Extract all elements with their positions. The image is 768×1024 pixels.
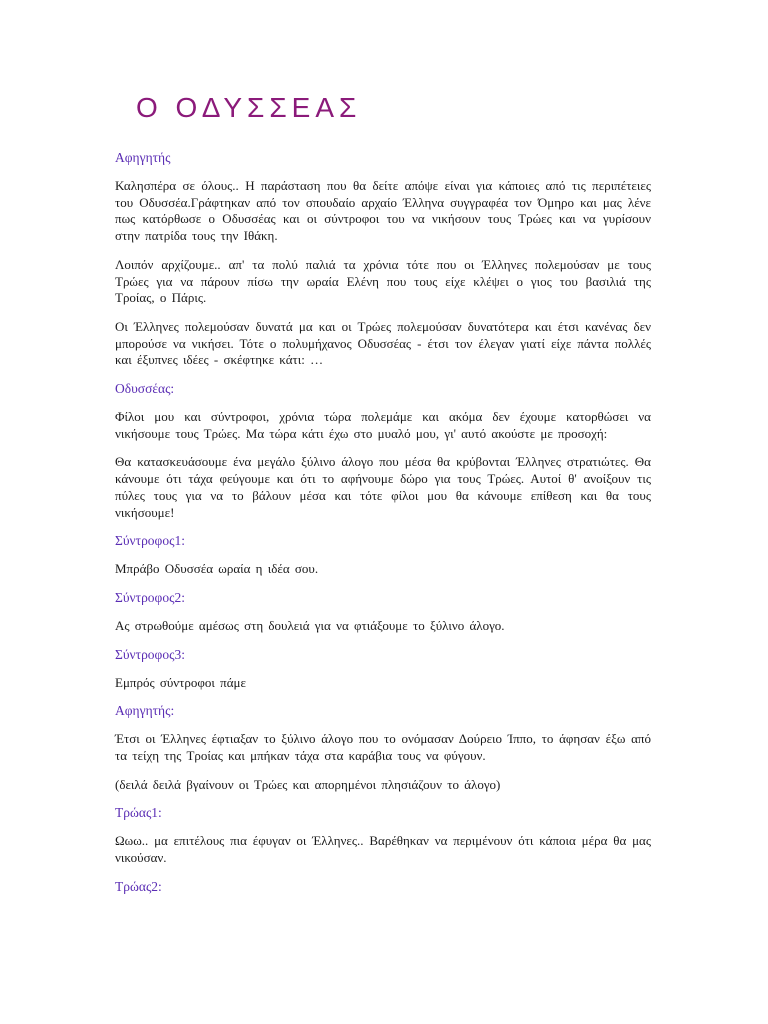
speaker-label: Αφηγητής bbox=[115, 150, 171, 165]
speaker-label: Σύντροφος2: bbox=[115, 589, 185, 605]
paragraph: Εμπρός σύντροφοι πάμε bbox=[115, 674, 246, 690]
paragraph: Θα κατασκευάσουμε ένα μεγάλο ξύλινο άλογο που μέσα θα κρύβονται Έλληνες στρατιώτες. Θα κάνουμε ότι τάχα φεύγουμε και ότι το αφήνουμε δώρο για τους Τρώες. Αυτοί θ' ανοίξουν τις πύλες τους για να το βάλουν μέσα και τότε φίλοι μου θα κάνουμε επίθεση και θα τους νικήσουμε! bbox=[115, 454, 651, 520]
paragraph: Καλησπέρα σε όλους.. Η παράσταση που θα δείτε απόψε είναι για κάποιες από τις περιπέτειες του Οδυσσέα.Γράφτηκαν από τον σπουδαίο αρχαίο Έλληνα συγγραφέα τον Όμηρο και μας λένε πως κατόρθωσε ο Οδυσσέας και οι σύντροφοι του να νικήσουν τους Τρώες και να γυρίσουν στην πατρίδα τους την Ιθάκη. bbox=[115, 178, 651, 244]
paragraph: Φίλοι μου και σύντροφοι, χρόνια τώρα πολεμάμε και ακόμα δεν έχουμε κατορθώσει να νικήσουμε τους Τρώες. Μα τώρα κάτι έχω στο μυαλό μου, γι' αυτό ακούστε με προσοχή: bbox=[115, 409, 651, 441]
speaker-label: Αφηγητής: bbox=[115, 703, 175, 719]
speaker-label: Οδυσσέας: bbox=[115, 381, 175, 397]
paragraph: Ας στρωθούμε αμέσως στη δουλειά για να φτιάξουμε το ξύλινο άλογο. bbox=[115, 617, 505, 633]
document-body bbox=[115, 150, 651, 907]
document-title: Ο ΟΔΥΣΣΕΑΣ bbox=[136, 92, 362, 123]
paragraph: Μπράβο Οδυσσέα ωραία η ιδέα σου. bbox=[115, 561, 319, 577]
speaker-label: Σύντροφος1: bbox=[115, 533, 185, 549]
paragraph: Έτσι οι Έλληνες έφτιαξαν το ξύλινο άλογο που το ονόμασαν Δούρειο Ίππο, το άφησαν έξω από τα τείχη της Τροίας και μπήκαν τάχα στα καράβια τους να φύγουν. bbox=[115, 731, 651, 764]
speaker-label: Τρώας2: bbox=[115, 878, 162, 894]
paragraph: Ωωω.. μα επιτέλους πια έφυγαν οι Έλληνες.. Βαρέθηκαν να περιμένουν ότι κάποια μέρα θα μας νικούσαν. bbox=[115, 833, 651, 866]
paragraph: Οι Έλληνες πολεμούσαν δυνατά μα και οι Τρώες πολεμούσαν δυνατότερα και έτσι κανένας δεν μπορούσε να νικήσει. Τότε ο πολυμήχανος Οδυσσέας - έτσι τον έλεγαν γιατί είχε πάντα πολλές και έξυπνες ιδέες - σκέφτηκε κάτι: … bbox=[115, 318, 651, 368]
paragraph: Λοιπόν αρχίζουμε.. απ' τα πολύ παλιά τα χρόνια τότε που οι Έλληνες πολεμούσαν με τους Τρώες για να πάρουν πίσω την ωραία Ελένη που τους είχε κλέψει ο γιος του βασιλιά της Τροίας, ο Πάρις. bbox=[115, 256, 651, 306]
stage-direction: (δειλά δειλά βγαίνουν οι Τρώες και απορημένοι πλησιάζουν το άλογο) bbox=[115, 776, 501, 792]
speaker-label: Σύντροφος3: bbox=[115, 646, 185, 662]
speaker-label: Τρώας1: bbox=[115, 805, 162, 821]
